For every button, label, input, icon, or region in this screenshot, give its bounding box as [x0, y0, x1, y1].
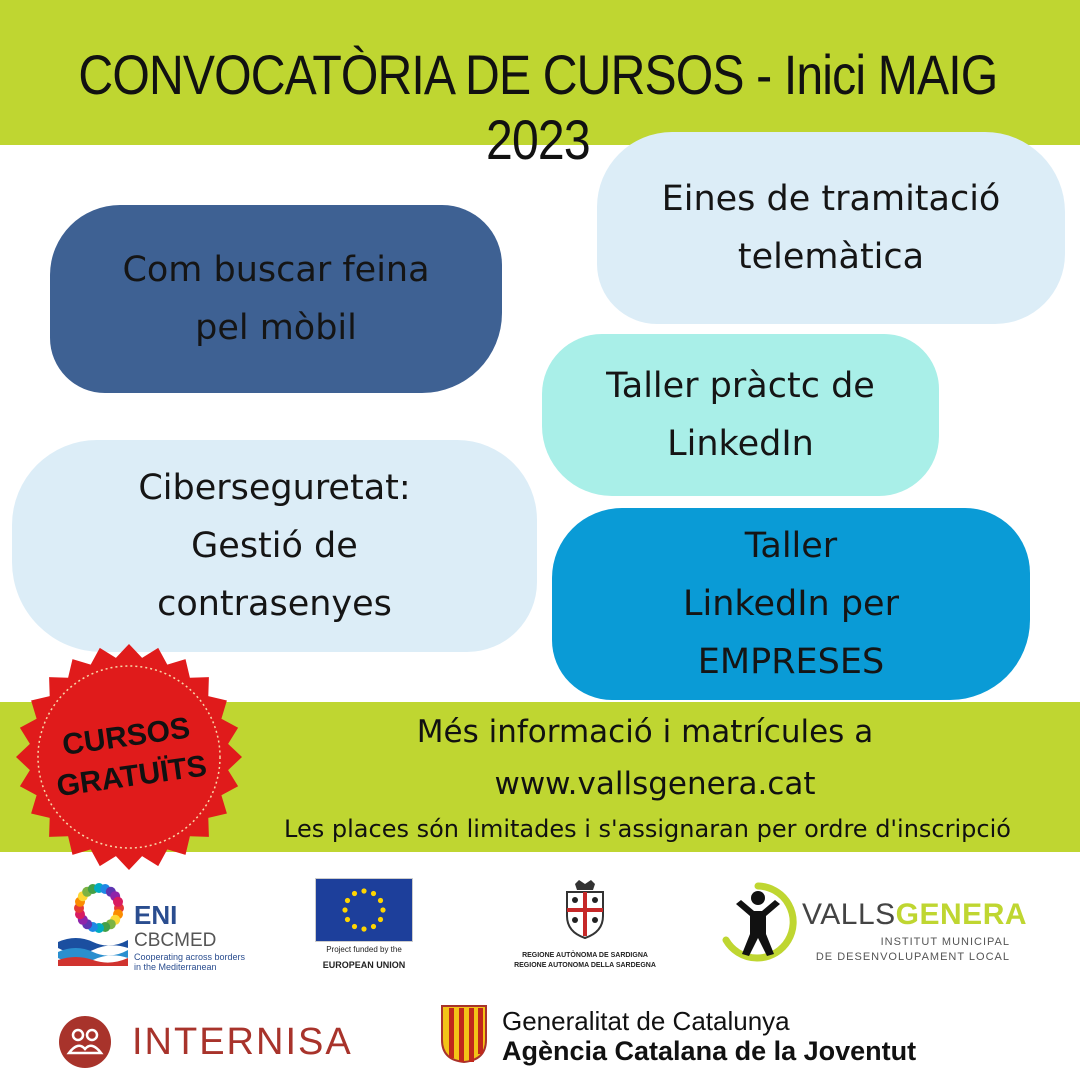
eu-caption-1: Project funded by the [326, 945, 402, 954]
page-title: CONVOCATÒRIA DE CURSOS - Inici MAIG 2023 [78, 43, 998, 171]
course-bubble-mobile-job-search [50, 205, 502, 393]
vallsgenera-sub-1: INSTITUT MUNICIPAL [880, 936, 1010, 948]
course-title: Com buscar feina pel mòbil [122, 250, 430, 348]
eu-star [378, 898, 383, 903]
website-link[interactable]: www.vallsgenera.cat [494, 766, 816, 802]
generalitat-logo [440, 1004, 1000, 1070]
eu-star [361, 926, 366, 931]
eu-star [342, 907, 347, 912]
eni-tagline-2: in the Mediterranean [134, 962, 217, 972]
generalitat-line-1: Generalitat de Catalunya [502, 1006, 790, 1036]
eni-cbcmed-logo [58, 878, 248, 978]
eni-sub: CBCMED [134, 930, 217, 951]
vallsgenera-name-a: VALLS [802, 898, 896, 931]
internisa-people-icon [58, 1015, 112, 1069]
eu-star [371, 924, 376, 929]
eu-flag-icon [315, 878, 413, 942]
vallsgenera-person-icon [718, 882, 798, 962]
eu-star [378, 917, 383, 922]
course-bubble-telematic-tools [597, 132, 1065, 324]
eni-sun-icon [64, 878, 134, 936]
seal-label [0, 627, 259, 887]
internisa-logo [58, 1015, 358, 1071]
course-bubble-linkedin-companies [552, 508, 1030, 700]
info-text: Més informació i matrícules a [416, 714, 874, 750]
eu-star [361, 888, 366, 893]
internisa-name: INTERNISA [132, 1021, 353, 1063]
eu-star [352, 891, 357, 896]
course-title: Taller pràctc de LinkedIn [606, 366, 875, 464]
vallsgenera-name [802, 898, 1027, 932]
sardegna-caption-1: REGIONE AUTÒNOMA DE SARDIGNA [522, 952, 648, 959]
eu-star [380, 907, 385, 912]
vallsgenera-sub-2: DE DESENVOLUPAMENT LOCAL [815, 951, 1010, 963]
eu-star [345, 898, 350, 903]
sardegna-caption-2: REGIONE AUTONOMA DELLA SARDEGNA [514, 962, 656, 969]
seal-line-2: GRATUÏTS [54, 749, 209, 804]
course-title: Ciberseguretat: Gestió de contrasenyes [138, 468, 411, 624]
catalan-shield-icon [440, 1004, 488, 1064]
seal-line-1: CURSOS [60, 711, 192, 762]
eu-star [371, 891, 376, 896]
course-title: Taller LinkedIn per EMPRESES [683, 526, 899, 682]
eni-tagline-1: Cooperating across borders [134, 952, 246, 962]
places-notice: Les places són limitades i s'assignaran per ordre d'inscripció [284, 815, 1011, 843]
eu-caption-2: EUROPEAN UNION [322, 960, 406, 970]
sardegna-logo [495, 878, 675, 978]
vallsgenera-name-b: GENERA [895, 898, 1028, 931]
eu-star [352, 924, 357, 929]
course-title: Eines de tramitació telemàtica [661, 179, 1001, 277]
eu-logo [313, 878, 413, 978]
eni-waves-icon [58, 932, 128, 966]
generalitat-line-2: Agència Catalana de la Joventut [502, 1036, 917, 1066]
course-bubble-cybersecurity [12, 440, 537, 652]
vallsgenera-logo [718, 880, 1028, 975]
course-bubble-linkedin-workshop [542, 334, 939, 496]
sardinia-coat-of-arms-icon [553, 878, 617, 940]
eu-star [345, 917, 350, 922]
eni-ray-dot [113, 897, 123, 907]
eni-name: ENI [134, 900, 178, 930]
